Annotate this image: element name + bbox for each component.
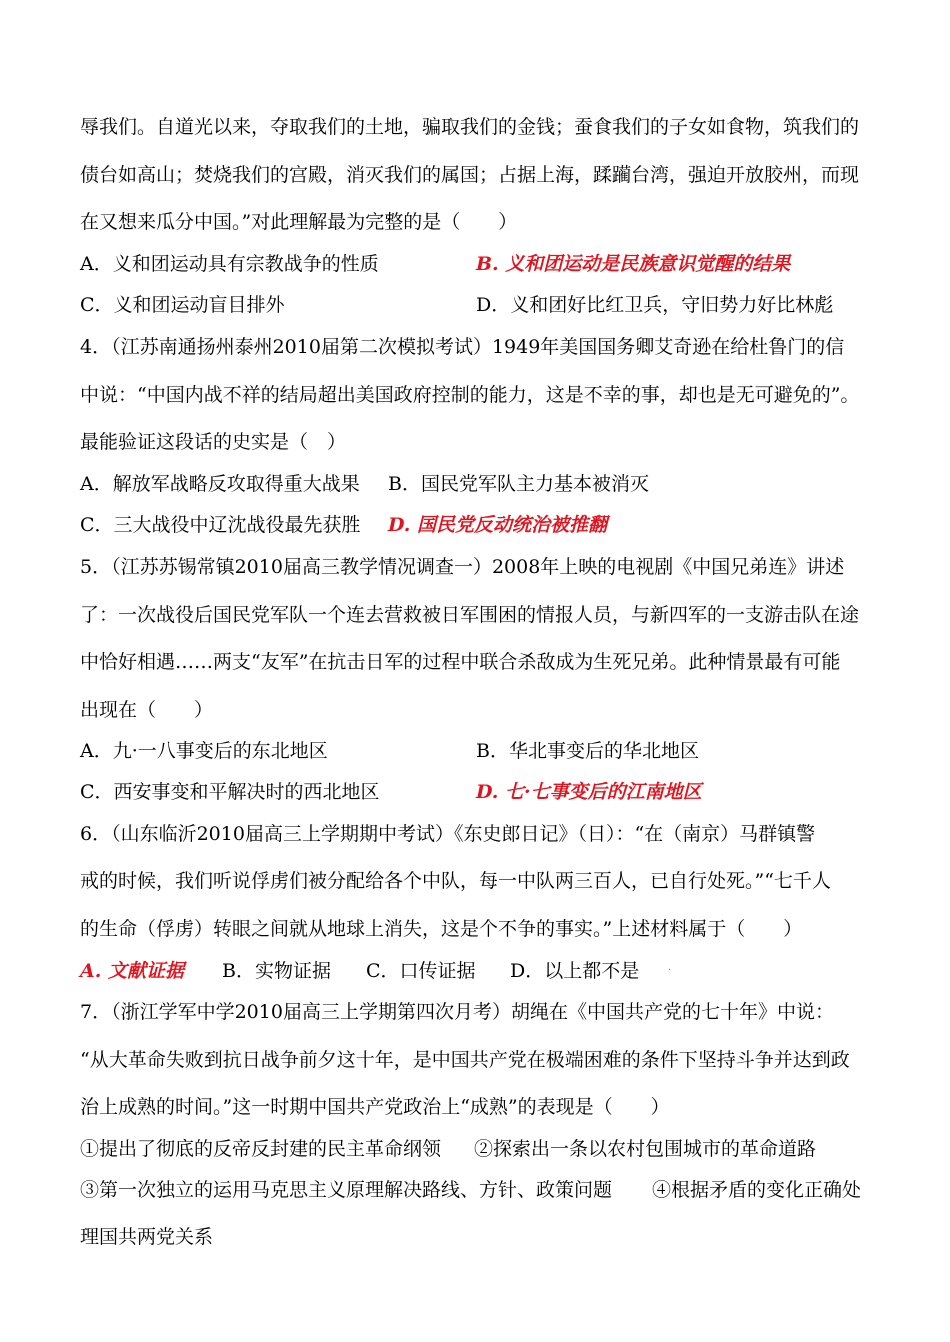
q5-option-a: A．九·一八事变后的东北地区	[80, 740, 328, 762]
q6-option-b: B．实物证据	[222, 960, 331, 982]
q7-text-line-2: “从大革命失败到抗日战争前夕这十年，是中国共产党在极端困难的条件下坚持斗争并达到政	[80, 1049, 850, 1071]
stray-mark: .	[668, 962, 672, 973]
q5-option-c: C．西安事变和平解决时的西北地区	[80, 781, 380, 803]
q6-text-line-3: 的生命（俘虏）转眼之间就从地球上消失，这是个不争的事实。”上述材料属于（ ）	[80, 918, 803, 940]
q3-text-line-3: 在又想来瓜分中国。”对此理解最为完整的是（ ）	[80, 211, 518, 233]
q3-text-line-1: 辱我们。自道光以来，夺取我们的土地，骗取我们的金钱；蚕食我们的子女如食物，筑我们的	[80, 116, 860, 138]
q6-option-a-answer: A. 文献证据	[80, 960, 184, 982]
q4-option-b: B．国民党军队主力基本被消灭	[388, 473, 649, 495]
q6-option-d: D．以上都不是	[510, 960, 640, 982]
q4-text-line-1: 4．（江苏南通扬州泰州2010届第二次模拟考试）1949年美国国务卿艾奇逊在给杜鲁门的信	[80, 336, 845, 358]
q3-option-c: C．义和团运动盲目排外	[80, 294, 285, 316]
q4-option-d-answer: D. 国民党反动统治被推翻	[388, 514, 608, 536]
q7-statement-4-cont: 理国共两党关系	[80, 1226, 214, 1248]
q7-statement-1: ①提出了彻底的反帝反封建的民主革命纲领	[80, 1138, 442, 1160]
q4-text-line-2: 中说：“中国内战不祥的结局超出美国政府控制的能力，这是不幸的事，却也是无可避免的”。	[80, 384, 860, 406]
q3-text-line-2: 债台如高山；焚烧我们的宫殿，消灭我们的属国；占据上海，蹂躏台湾，强迫开放胶州，而现	[80, 164, 860, 186]
q7-statement-3: ③第一次独立的运用马克思主义原理解决路线、方针、政策问题	[80, 1179, 613, 1201]
q4-text-line-3: 最能验证这段话的史实是（ ）	[80, 431, 347, 453]
q3-option-a: A．义和团运动具有宗教战争的性质	[80, 253, 379, 275]
q7-statement-4: ④根据矛盾的变化正确处	[652, 1179, 862, 1201]
q7-statement-2: ②探索出一条以农村包围城市的革命道路	[474, 1138, 817, 1160]
q7-text-line-3: 治上成熟的时间。”这一时期中国共产党政治上“成熟”的表现是（ ）	[80, 1096, 670, 1118]
q4-option-a: A．解放军战略反攻取得重大战果	[80, 473, 360, 495]
q7-text-line-1: 7．（浙江学军中学2010届高三上学期第四次月考）胡绳在《中国共产党的七十年》中说：	[80, 1001, 834, 1023]
q5-text-line-1: 5．（江苏苏锡常镇2010届高三教学情况调查一）2008年上映的电视剧《中国兄弟连》讲述	[80, 556, 845, 578]
q5-text-line-4: 出现在（ ）	[80, 699, 214, 721]
q5-text-line-2: 了：一次战役后国民党军队一个连去营救被日军围困的情报人员，与新四军的一支游击队在途	[80, 604, 860, 626]
q3-option-d: D．义和团好比红卫兵，守旧势力好比林彪	[476, 294, 834, 316]
q6-text-line-2: 戒的时候，我们听说俘虏们被分配给各个中队，每一中队两三百人，已自行处死。”“七千人	[80, 870, 831, 892]
q3-option-b-answer: B. 义和团运动是民族意识觉醒的结果	[476, 253, 791, 275]
q5-option-b: B．华北事变后的华北地区	[476, 740, 699, 762]
q6-option-c: C．口传证据	[366, 960, 476, 982]
q4-option-c: C．三大战役中辽沈战役最先获胜	[80, 514, 361, 536]
q5-text-line-3: 中恰好相遇……两支“友军”在抗击日军的过程中联合杀敌成为生死兄弟。此种情景最有可能	[80, 651, 841, 673]
q5-option-d-answer: D. 七·七事变后的江南地区	[476, 781, 702, 803]
q6-text-line-1: 6．（山东临沂2010届高三上学期期中考试）《东史郎日记》（日）：“在（南京）马群镇警	[80, 823, 816, 845]
